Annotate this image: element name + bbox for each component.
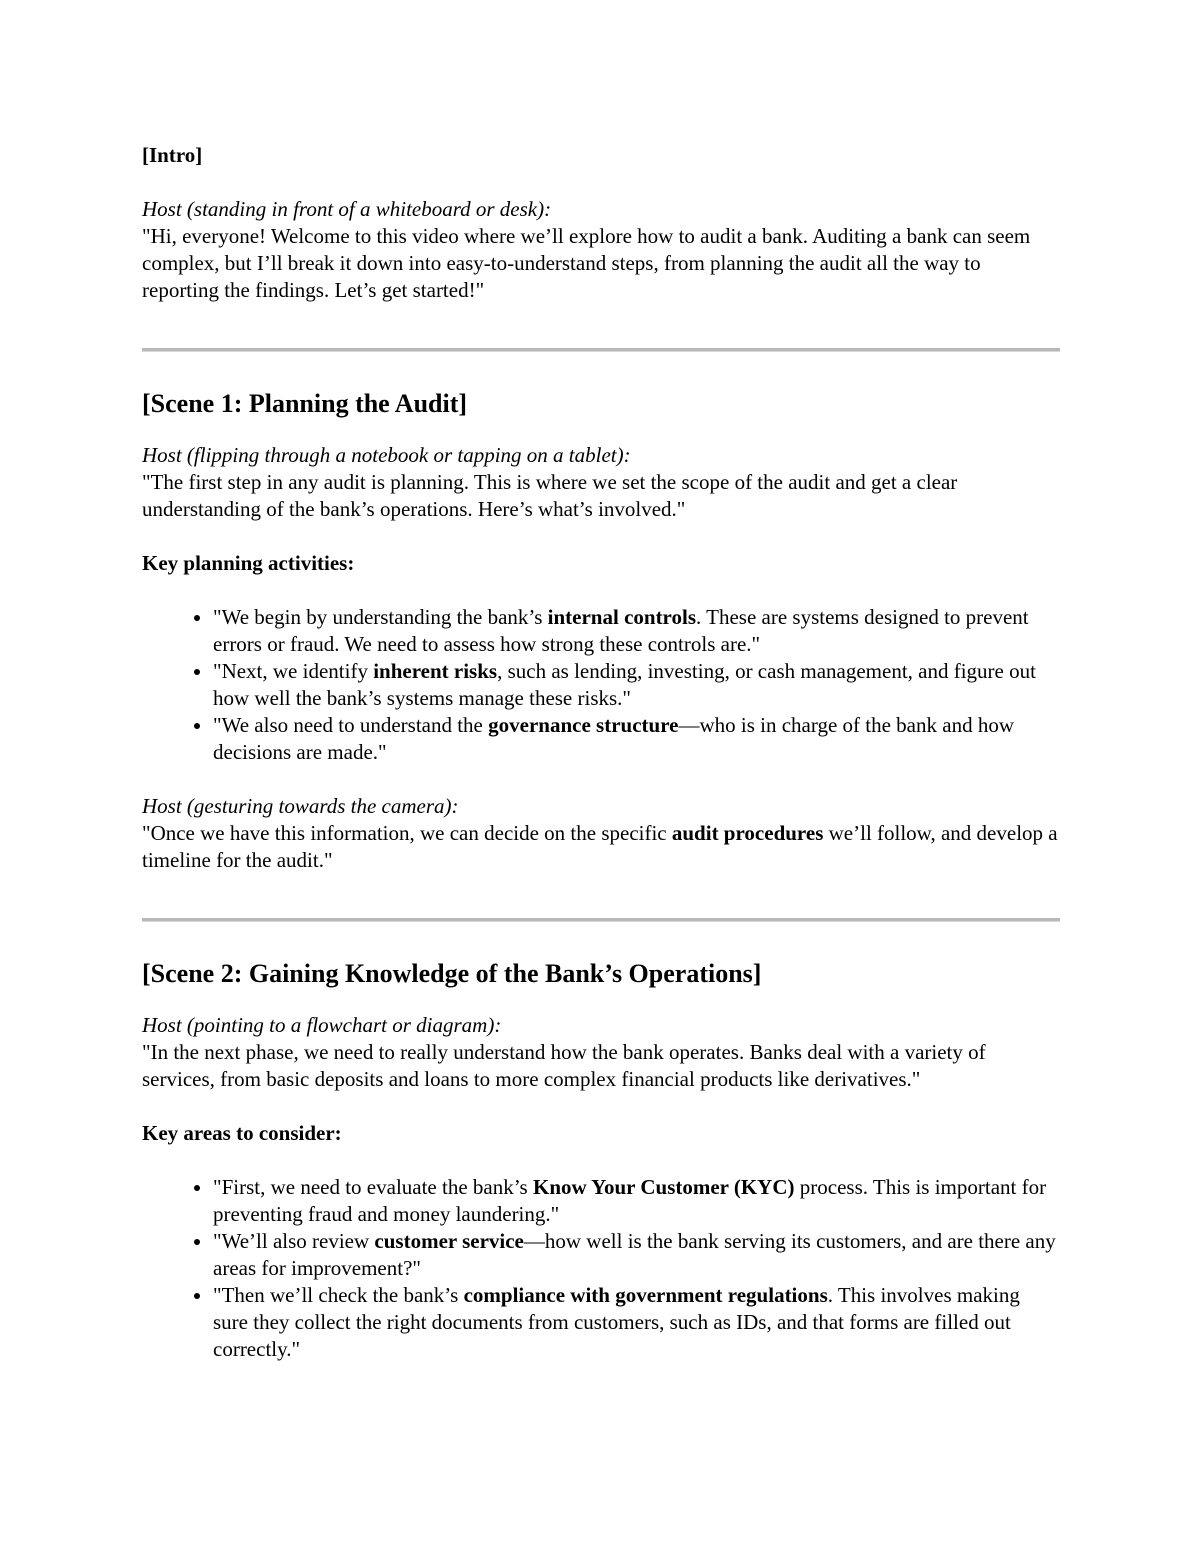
scene1-host-speech-1: "The first step in any audit is planning. This is where we set the scope of the audit and get a clear understanding of the bank’s operations. Here’s what’s involved.": [142, 470, 958, 521]
key-term: customer service: [374, 1229, 524, 1253]
scene2-stage-direction-1: Host (pointing to a flowchart or diagram):: [142, 1013, 502, 1037]
scene1-list-title: Key planning activities:: [142, 551, 355, 575]
list-item: • "We also need to understand the governance structure—who is in charge of the bank and how decisions are made.": [213, 712, 1060, 766]
intro-stage-direction: Host (standing in front of a whiteboard or desk):: [142, 197, 552, 221]
list-item: • "Then we’ll check the bank’s compliance with government regulations. This involves making sure they collect the right documents from customers, such as IDs, and that forms are filled out correctly.": [213, 1282, 1060, 1363]
scene1-stage-direction-2: Host (gesturing towards the camera):: [142, 794, 459, 818]
scene1-stage-direction-1: Host (flipping through a notebook or tapping on a tablet):: [142, 443, 631, 467]
key-term: internal controls: [547, 605, 697, 629]
scene2-host-speech-1: "In the next phase, we need to really understand how the bank operates. Banks deal with a variety of services, from basic deposits and loans to more complex financial products like derivatives.": [142, 1040, 986, 1091]
list-item: • "We begin by understanding the bank’s internal controls. These are systems designed to prevent errors or fraud. We need to assess how strong these controls are.": [213, 604, 1060, 658]
intro-heading: [Intro]: [142, 143, 203, 167]
scene2-bullet-list: [142, 1174, 1060, 1363]
scene1-heading: [Scene 1: Planning the Audit]: [142, 389, 468, 418]
key-term: compliance with government regulations: [463, 1283, 828, 1307]
key-term: governance structure: [488, 713, 679, 737]
scene1-bullet-list: [142, 604, 1060, 766]
key-term: Know Your Customer (KYC): [532, 1175, 795, 1199]
list-item: • "First, we need to evaluate the bank’s Know Your Customer (KYC) process. This is important for preventing fraud and money laundering.": [213, 1174, 1060, 1228]
document-page: [142, 142, 1060, 1363]
key-term: audit procedures: [671, 821, 824, 845]
key-term: inherent risks: [373, 659, 498, 683]
list-item: • "Next, we identify inherent risks, such as lending, investing, or cash management, and figure out how well the bank’s systems manage these risks.": [213, 658, 1060, 712]
scene2-list-title: Key areas to consider:: [142, 1121, 342, 1145]
intro-host-speech: "Hi, everyone! Welcome to this video where we’ll explore how to audit a bank. Auditing a bank can seem complex, but I’ll break it down into easy-to-understand steps, from planning the audit all the way to reporting the findings. Let’s get started!": [142, 224, 1031, 302]
list-item: • "We’ll also review customer service—how well is the bank serving its customers, and are there any areas for improvement?": [213, 1228, 1060, 1282]
scene2-heading: [Scene 2: Gaining Knowledge of the Bank’s Operations]: [142, 959, 762, 988]
scene1-host-speech-2: "Once we have this information, we can decide on the specific audit procedures we’ll follow, and develop a timeline for the audit.": [142, 821, 1058, 872]
